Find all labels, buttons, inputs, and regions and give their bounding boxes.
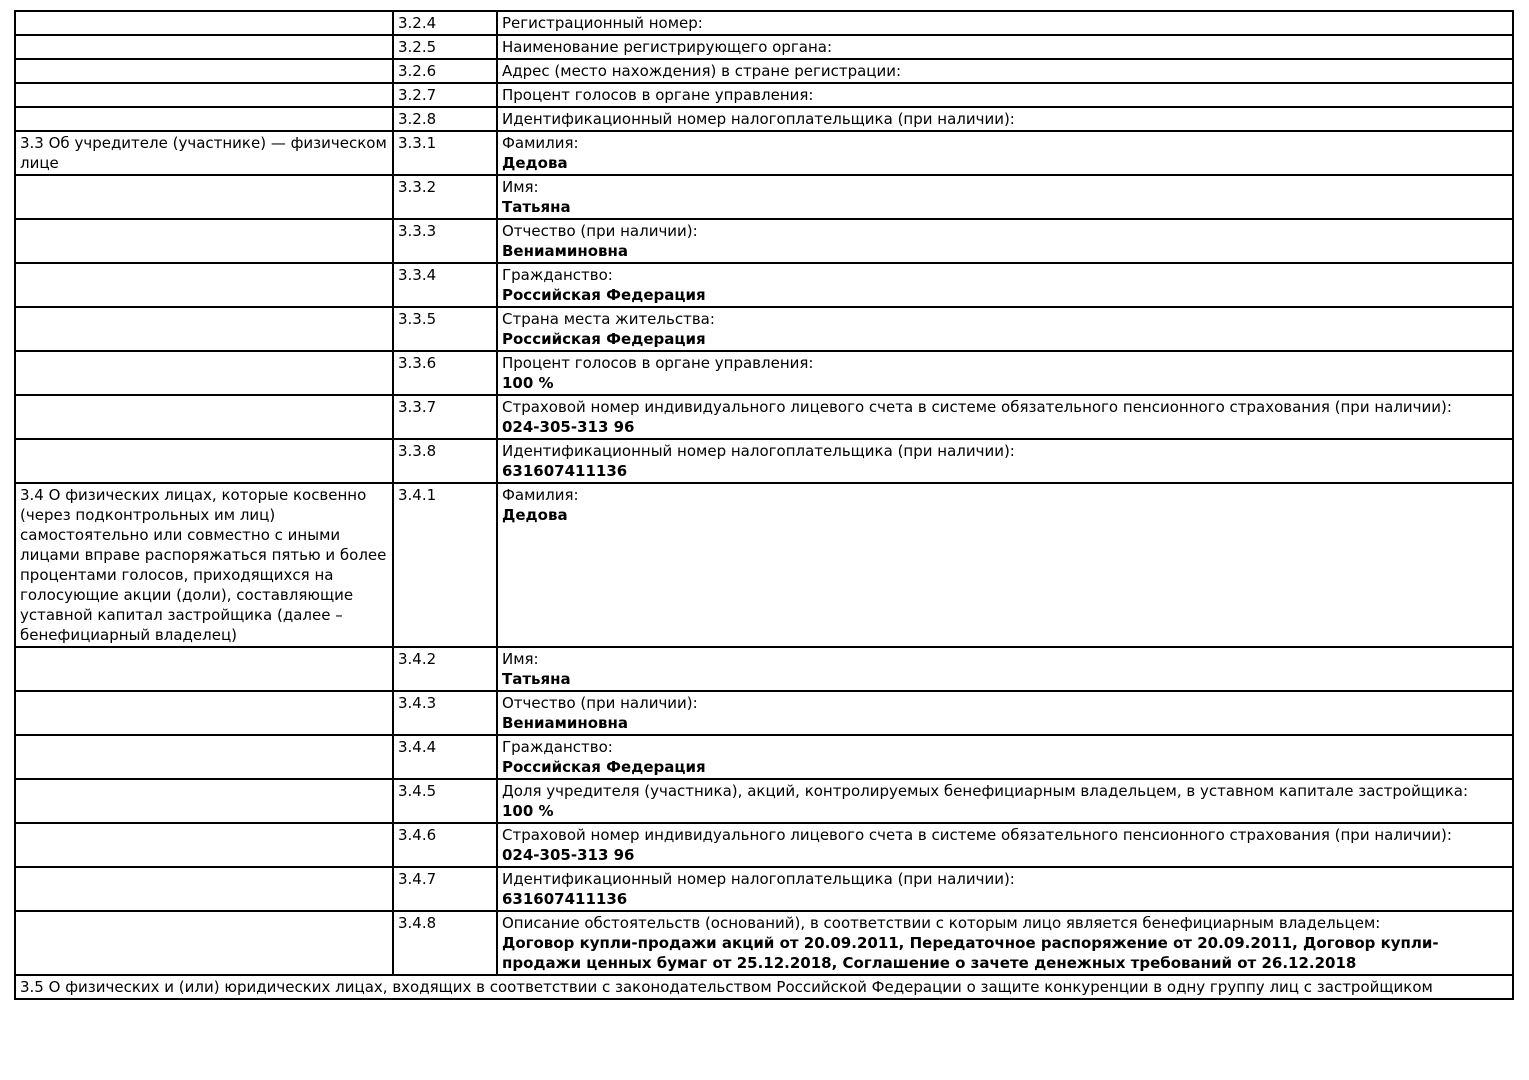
content-cell [497, 175, 1513, 219]
item-number-cell: 3.4.1 [393, 483, 497, 647]
item-number-cell: 3.3.3 [393, 219, 497, 263]
table-row [15, 691, 1513, 735]
field-label: Идентификационный номер налогоплательщика (при наличии): [502, 110, 1015, 128]
field-value: Татьяна [502, 198, 571, 216]
table-row [15, 911, 1513, 975]
field-value: Вениаминовна [502, 242, 629, 260]
content-cell [497, 779, 1513, 823]
table-row [15, 483, 1513, 647]
content-cell [497, 351, 1513, 395]
field-value: Дедова [502, 154, 568, 172]
field-label: Доля учредителя (участника), акций, контролируемых бенефициарным владельцем, в уставном капитале застройщика: [502, 782, 1469, 800]
section-cell [15, 779, 393, 823]
table-row [15, 307, 1513, 351]
field-label: Отчество (при наличии): [502, 694, 698, 712]
field-value: 631607411136 [502, 462, 628, 480]
field-label: Идентификационный номер налогоплательщика (при наличии): [502, 442, 1015, 460]
table-row [15, 59, 1513, 83]
section-cell [15, 691, 393, 735]
item-number-cell: 3.4.4 [393, 735, 497, 779]
field-label: Описание обстоятельств (оснований), в соответствии с которым лицо является бенефициарным владельцем: [502, 914, 1381, 932]
item-number-cell: 3.4.7 [393, 867, 497, 911]
field-label: Имя: [502, 650, 539, 668]
field-value: Российская Федерация [502, 330, 706, 348]
declaration-rows [15, 11, 1513, 975]
item-number-cell: 3.2.4 [393, 11, 497, 35]
table-row [15, 823, 1513, 867]
field-value: Российская Федерация [502, 758, 706, 776]
field-label: Наименование регистрирующего органа: [502, 38, 832, 56]
content-cell [497, 483, 1513, 647]
item-number-cell: 3.2.6 [393, 59, 497, 83]
item-number-cell: 3.3.2 [393, 175, 497, 219]
field-value: 631607411136 [502, 890, 628, 908]
field-label: Страховой номер индивидуального лицевого счета в системе обязательного пенсионного страхования (при наличии): [502, 826, 1452, 844]
section-cell: 3.4 О физических лицах, которые косвенно (через подконтрольных им лиц) самостоятельно или совместно с иными лицами вправе распоряжаться пятью и более процентами голосов, приходящихся на голосующие акции (доли), составляющие уставной капитал застройщика (далее – бенефициарный владелец) [15, 483, 393, 647]
item-number-cell: 3.2.8 [393, 107, 497, 131]
section-cell [15, 59, 393, 83]
field-label: Процент голосов в органе управления: [502, 354, 814, 372]
field-label: Регистрационный номер: [502, 14, 703, 32]
table-row [15, 83, 1513, 107]
item-number-cell: 3.2.5 [393, 35, 497, 59]
item-number-cell: 3.2.7 [393, 83, 497, 107]
section-cell [15, 823, 393, 867]
field-label: Фамилия: [502, 486, 579, 504]
content-cell [497, 59, 1513, 83]
content-cell [497, 823, 1513, 867]
field-label: Гражданство: [502, 738, 613, 756]
table-row [15, 263, 1513, 307]
content-cell [497, 691, 1513, 735]
table-row [15, 219, 1513, 263]
item-number-cell: 3.4.2 [393, 647, 497, 691]
table-row [15, 647, 1513, 691]
field-label: Идентификационный номер налогоплательщика (при наличии): [502, 870, 1015, 888]
footer-section-text: 3.5 О физических и (или) юридических лицах, входящих в соответствии с законодательством Российской Федерации о защите конкуренции в одну группу лиц с застройщиком [15, 975, 1513, 999]
section-cell [15, 735, 393, 779]
section-cell [15, 307, 393, 351]
table-row [15, 107, 1513, 131]
item-number-cell: 3.3.4 [393, 263, 497, 307]
field-value: 024-305-313 96 [502, 846, 635, 864]
field-label: Страховой номер индивидуального лицевого счета в системе обязательного пенсионного страхования (при наличии): [502, 398, 1452, 416]
field-label: Гражданство: [502, 266, 613, 284]
field-value: 100 % [502, 802, 554, 820]
item-number-cell: 3.4.8 [393, 911, 497, 975]
table-row [15, 439, 1513, 483]
section-cell [15, 263, 393, 307]
content-cell [497, 83, 1513, 107]
item-number-cell: 3.3.8 [393, 439, 497, 483]
section-cell [15, 867, 393, 911]
table-row [15, 867, 1513, 911]
item-number-cell: 3.3.1 [393, 131, 497, 175]
field-label: Отчество (при наличии): [502, 222, 698, 240]
section-cell [15, 11, 393, 35]
section-cell [15, 175, 393, 219]
item-number-cell: 3.3.7 [393, 395, 497, 439]
item-number-cell: 3.4.6 [393, 823, 497, 867]
content-cell [497, 867, 1513, 911]
table-row [15, 11, 1513, 35]
field-label: Адрес (место нахождения) в стране регистрации: [502, 62, 902, 80]
field-value: 024-305-313 96 [502, 418, 635, 436]
content-cell [497, 11, 1513, 35]
field-value: Вениаминовна [502, 714, 629, 732]
table-row-footer [15, 975, 1513, 999]
content-cell [497, 395, 1513, 439]
field-value: Татьяна [502, 670, 571, 688]
content-cell [497, 439, 1513, 483]
content-cell [497, 735, 1513, 779]
section-cell [15, 83, 393, 107]
table-row [15, 35, 1513, 59]
section-cell [15, 107, 393, 131]
content-cell [497, 647, 1513, 691]
section-cell [15, 647, 393, 691]
item-number-cell: 3.4.5 [393, 779, 497, 823]
content-cell [497, 35, 1513, 59]
content-cell [497, 263, 1513, 307]
content-cell [497, 307, 1513, 351]
table-row [15, 175, 1513, 219]
content-cell [497, 107, 1513, 131]
content-cell [497, 131, 1513, 175]
table-row [15, 395, 1513, 439]
section-cell [15, 395, 393, 439]
section-cell [15, 219, 393, 263]
declaration-footer [15, 975, 1513, 999]
section-cell: 3.3 Об учредителе (участнике) — физическом лице [15, 131, 393, 175]
field-value: Дедова [502, 506, 568, 524]
section-cell [15, 35, 393, 59]
section-cell [15, 439, 393, 483]
field-label: Имя: [502, 178, 539, 196]
table-row [15, 131, 1513, 175]
field-value: 100 % [502, 374, 554, 392]
content-cell [497, 911, 1513, 975]
field-label: Страна места жительства: [502, 310, 715, 328]
table-row [15, 779, 1513, 823]
section-cell [15, 351, 393, 395]
field-value: Договор купли-продажи акций от 20.09.2011, Передаточное распоряжение от 20.09.2011, Договор купли-продажи ценных бумаг от 25.12.2018, Соглашение о зачете денежных требований от 26.12.2018 [502, 934, 1439, 972]
item-number-cell: 3.4.3 [393, 691, 497, 735]
field-label: Процент голосов в органе управления: [502, 86, 814, 104]
item-number-cell: 3.3.6 [393, 351, 497, 395]
field-value: Российская Федерация [502, 286, 706, 304]
declaration-table [14, 10, 1514, 1000]
content-cell [497, 219, 1513, 263]
field-label: Фамилия: [502, 134, 579, 152]
section-cell [15, 911, 393, 975]
table-row [15, 351, 1513, 395]
item-number-cell: 3.3.5 [393, 307, 497, 351]
table-row [15, 735, 1513, 779]
